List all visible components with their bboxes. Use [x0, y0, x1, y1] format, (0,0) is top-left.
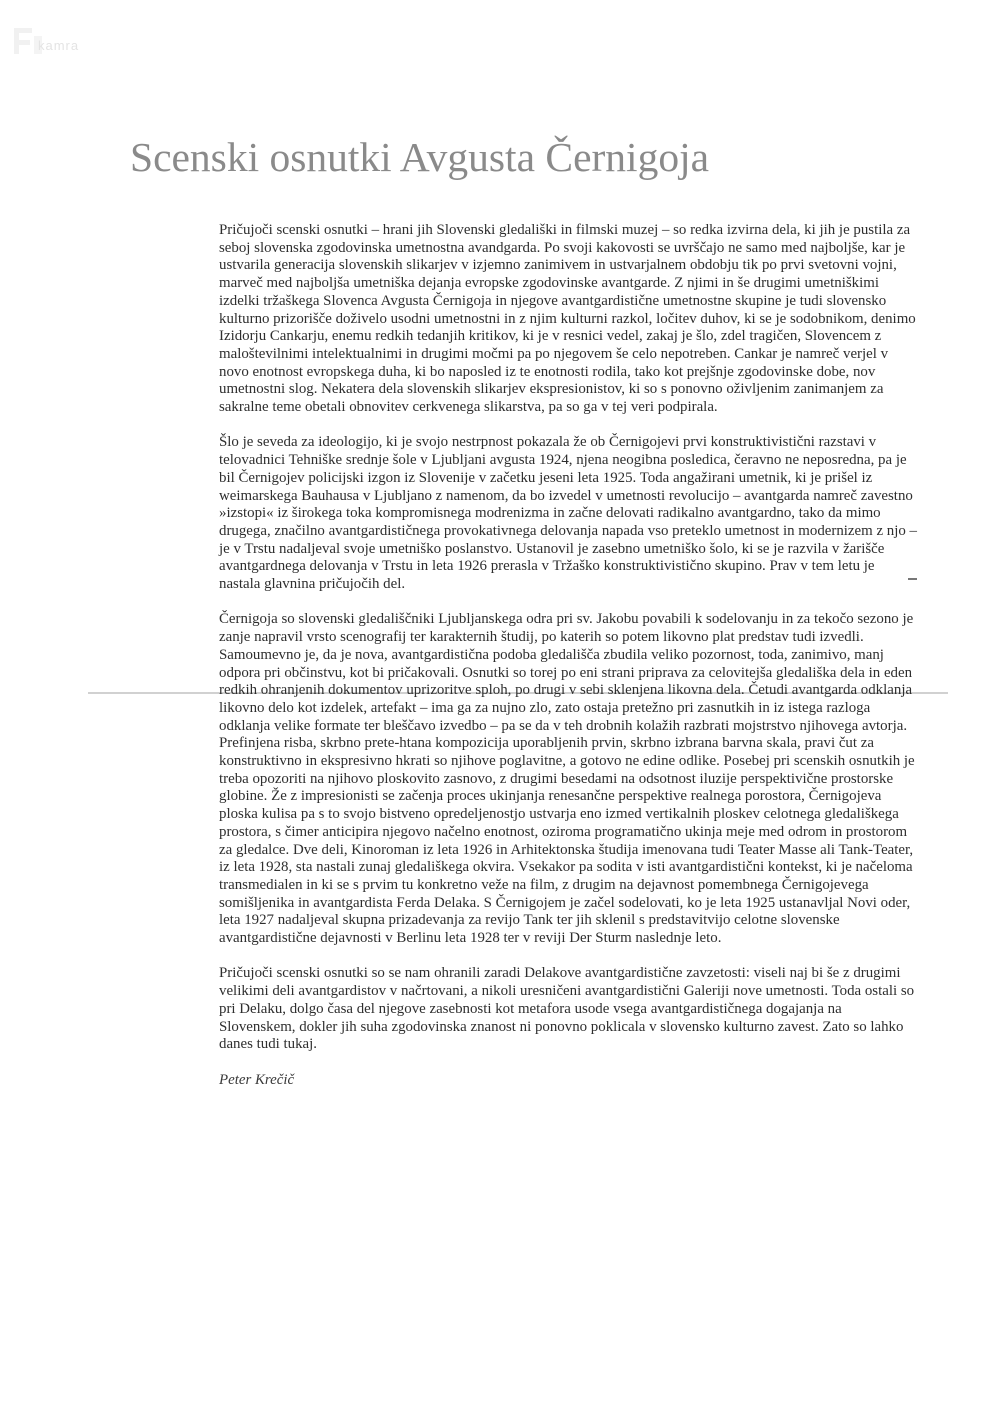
paragraph-4: Pričujoči scenski osnutki so se nam ohranili zaradi Delakove avantgardistične zavzetosti: viseli naj bi še z drugimi velikimi deli avantgardistov v načrtovani, a nikoli uresničeni avantgardistični Galeriji nove umetnosti. Toda ostali so pri Delaku, dolgo časa del njegove zasebnosti kot metafora usode vsega avantgardističnega dogajanja na Slovenskem, dokler jih suha zgodovinska znanost ni ponovno poklicala v slovensko kulturno zavest. Zato so lahko danes tudi tukaj.: [219, 965, 915, 1053]
article-body: [219, 222, 919, 1089]
page-title: Scenski osnutki Avgusta Černigoja: [130, 134, 710, 180]
paragraph-1: Pričujoči scenski osnutki – hrani jih Slovenski gledališki in filmski muzej – so redka izvirna dela, ki jih je pustila za seboj slovenska zgodovinska umetnostna avandgarda. Po svoji kakovosti se uvrščajo ne samo med najboljše, kar je ustvarila generacija slovenskih slikarjev v izjemno zanimivem in ustvarjalnem obdobju tik po prvi svetovni vojni, marveč med najboljša umetniška dejanja evropske zgodovinske avantgarde. Z njimi in še drugimi umetniškimi izdelki tržaškega Slovenca Avgusta Černigoja in njegove avantgardistične umetnostne skupine je tudi slovensko kulturno prizorišče doživelo usodni umetnostni in z njim kulturni razkol, ločitev duhov, ki se je sodobnikom, denimo Izidorju Cankarju, enemu redkih tedanjih kritikov, ki je v resnici vedel, zakaj je šlo, zdel tragičen, Slovencem z maloštevilnimi intelektualnimi in drugimi močmi pa po njegovem še celo nepotreben. Cankar je namreč verjel v novo enotnost evropskega duha, ki bo naposled iz te enotnosti rodila, tako kot prejšnje zgodovinske dobe, nov umetnostni slog. Nekatera dela slovenskih slikarjev ekspresionistov, ki so s ponovno oživljenim zanimanjem za sakralne teme obetali obnovitev cerkvenega slikarstva, pa so ga v tej veri podpirala.: [219, 222, 916, 416]
paragraph-2: Šlo je seveda za ideologijo, ki je svojo nestrpnost pokazala že ob Černigojevi prvi konstruktivistični razstavi v telovadnici Tehniške srednje šole v Ljubljani avgusta 1924, njena neogibna posledica, čeravno ne neposredna, pa je bil Černigojev policijski izgon iz Slovenije v začetku jeseni leta 1925. Toda angažirani umetnik, ki je prišel iz weimarskega Bauhausa v Ljubljano z namenom, da bo izvedel v umetnosti revolucijo – avantgarda namreč zavestno »izstopi« iz širokega toka kompromisnega modrenizma in začne delovati radikalno avantgardno, tako da mimo drugega, značilno avantgardističnega provokativnega delovanja napada vso preteklo umetnost in modernizem z njo – je v Trstu nadaljeval svoje umetniško poslanstvo. Ustanovil je zasebno umetniško šolo, ki se je razvila v žarišče avantgardnega delovanja v Trstu in leta 1926 prerasla v Tržaško konstruktivistično skupino. Prav v tem letu je nastala glavnina pričujočih del.: [219, 434, 917, 593]
author-signature: Peter Krečič: [219, 1071, 295, 1088]
watermark-text: kamra: [38, 38, 80, 53]
paragraph-3: Černigoja so slovenski gledališčniki Ljubljanskega odra pri sv. Jakobu povabili k sodelovanju in za tekočo sezono je zanje napravil vrsto scenografij ter karakternih študij, po katerih so potem likovno plat predstav tudi izvedli. Samoumevno je, da je nova, avantgardistična podoba gledališča zbudila veliko pozornost, toda, zanimivo, manj odpora pri občinstvu, kot bi pričakovali. Osnutki so torej po eni strani priprava za celovitejša gledališka dela in eden redkih ohranjenih dokumentov uprizoritve sploh, po drugi v sebi sklenjena likovna dela. Četudi avantgarda odklanja likovno delo kot izdelek, artefakt – ima ga za nujno zlo, zato ostaja pretežno pri zasnutkih in iz istega razloga odklanja velike formate ter bleščavo izvedbo – pa se da v teh drobnih kolažih razbrati mojstrstvo njihovega avtorja. Prefinjena risba, skrbno prete-htana kompozicija uporabljenih prvin, skrbno izbrana barvna skala, pravi čut za konstruktivno in ekspresivno hkrati so njihove poglavitne, a gotovo ne edine odlike. Posebej pri scenskih osnutkih je treba opozoriti na njihovo ploskovito zasnovo, z drugimi besedami na odsotnost iluzije perspektivične prostorske globine. Že z impresionisti se začenja proces ukinjanja renesančne perspektive realnega porostora, Černigojeva ploska kulisa pa s to svojo bistveno opredeljenostjo ustvarja eno izmed vertikalnih ploskev celotnega gledališkega prostora, s čimer anticipira njegovo načelno enotnost, oziroma programatično ukinja meje med odrom in prostorom za gledalce. Dve deli, Kinoroman iz leta 1926 in Arhitektonska študija imenovana tudi Teater Masse ali Tank-Teater, iz leta 1928, sta nastali zunaj gledališkega okvira. Vsekakor pa sodita v isti avantgardistični kontekst, ki je načeloma transmedialen in ki se s prvim tu konkretno veže na film, z drugim na dejavnost pomembnega Černigojevega somišljenika in avantgardista Ferda Delaka. S Černigojem je začel sodelovati, ko je leta 1925 ustanavljal Novi oder, leta 1927 nadaljeval skupna prizadevanja za revijo Tank ter jih sklenil s predstavitvijo celotne slovenske avantgardistične dejavnosti v Berlinu leta 1928 ter v reviji Der Sturm naslednje leto.: [219, 611, 915, 947]
